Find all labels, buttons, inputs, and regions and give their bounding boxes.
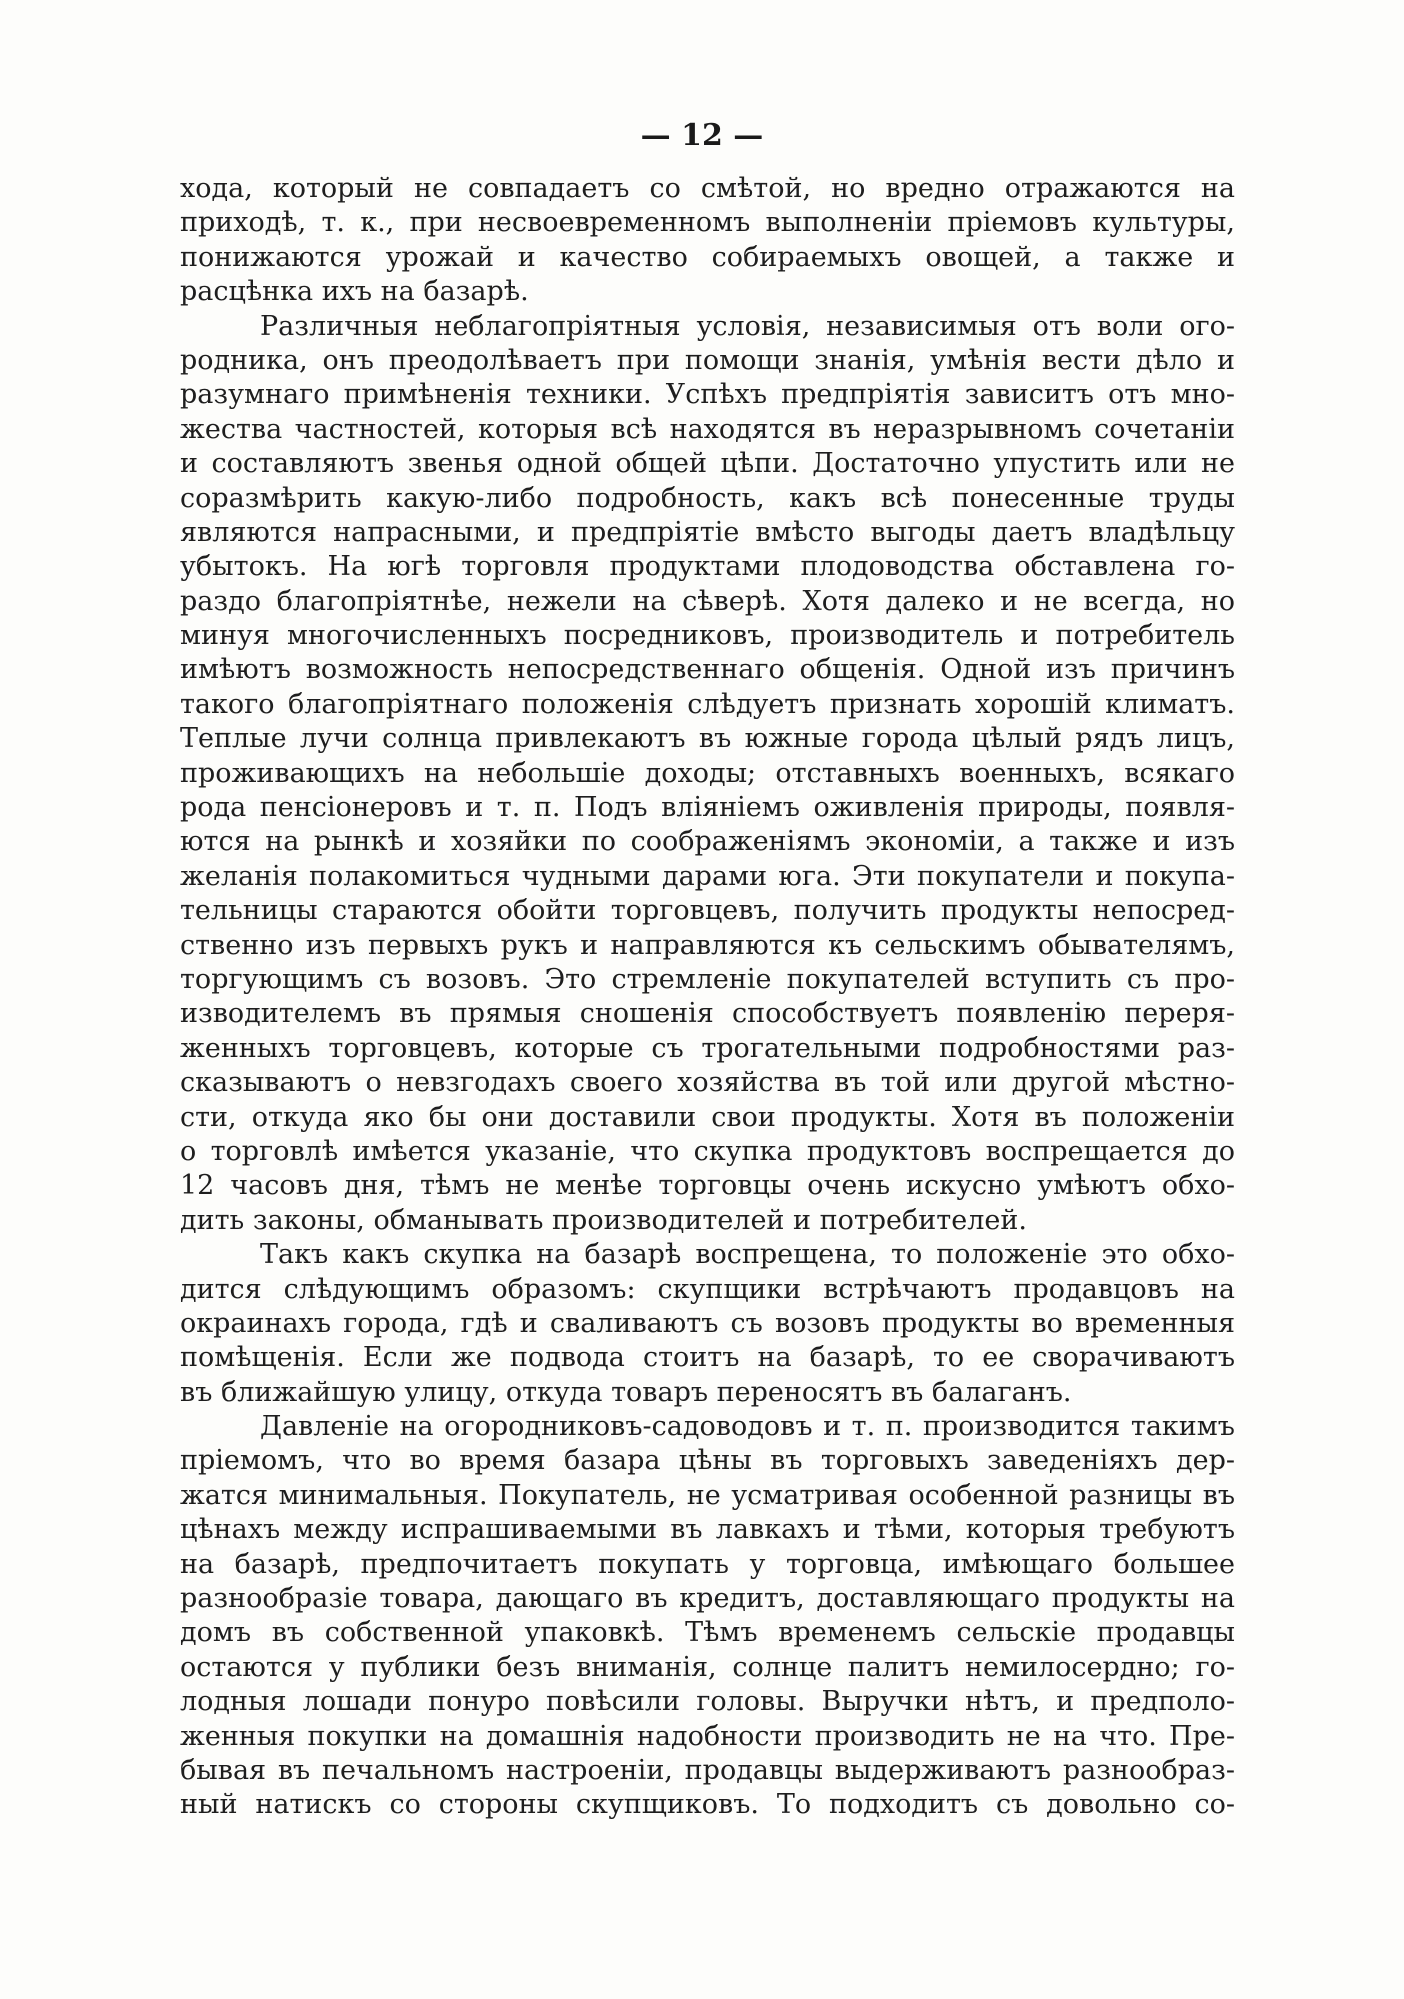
text-line: приходѣ, т. к., при несвоевременномъ выполненіи пріемовъ культуры, [180, 207, 1235, 239]
text-line: рода пенсіонеровъ и т. п. Подъ вліяніемъ оживленія природы, появля- [180, 792, 1235, 824]
text-line: тельницы стараются обойти торговцевъ, получить продукты непосред- [180, 895, 1235, 927]
text-line: раздо благопріятнѣе, нежели на сѣверѣ. Хотя далеко и не всегда, но [180, 585, 1235, 617]
text-line: на базарѣ, предпочитаетъ покупать у торговца, имѣющаго большее [180, 1548, 1235, 1580]
text-line: и составляютъ звенья одной общей цѣпи. Достаточно упустить или не [180, 448, 1235, 480]
text-line: разумнаго примѣненія техники. Успѣхъ предпріятія зависитъ отъ мно- [180, 379, 1235, 411]
text-line: дится слѣдующимъ образомъ: скупщики встрѣчаютъ продавцовъ на [180, 1273, 1235, 1305]
text-line: изводителемъ въ прямыя сношенія способствуетъ появленію переря- [180, 998, 1235, 1030]
text-line: Различныя неблагопріятныя условія, независимыя отъ воли ого- [260, 310, 1235, 342]
text-line: желанія полакомиться чудными дарами юга. Эти покупатели и покупа- [180, 860, 1235, 892]
text-line: остаются у публики безъ вниманія, солнце палитъ немилосердно; го- [180, 1651, 1235, 1683]
text-line: минуя многочисленныхъ посредниковъ, производитель и потребитель [180, 620, 1235, 652]
text-line: являются напрасными, и предпріятіе вмѣсто выгоды даетъ владѣльцу [180, 516, 1235, 548]
text-line: женныхъ торговцевъ, которые съ трогательными подробностями раз- [180, 1032, 1235, 1064]
text-line: бывая въ печальномъ настроеніи, продавцы выдерживаютъ разнообраз- [180, 1754, 1235, 1786]
text-line: женныя покупки на домашнія надобности производить не на что. Пре- [180, 1720, 1235, 1752]
text-line: Давленіе на огородниковъ-садоводовъ и т. п. производится такимъ [260, 1411, 1235, 1443]
body-text [180, 172, 1235, 1823]
text-line: о торговлѣ имѣется указаніе, что скупка продуктовъ воспрещается до [180, 1135, 1235, 1167]
text-line: домъ въ собственной упаковкѣ. Тѣмъ временемъ сельскіе продавцы [180, 1617, 1235, 1649]
text-line: соразмѣрить какую-либо подробность, какъ всѣ понесенные труды [180, 482, 1235, 514]
text-line: проживающихъ на небольшіе доходы; отставныхъ военныхъ, всякаго [180, 757, 1235, 789]
text-line: имѣютъ возможность непосредственнаго общенія. Одной изъ причинъ [180, 654, 1235, 686]
text-line: въ ближайшую улицу, откуда товаръ переносятъ въ балаганъ. [180, 1376, 1072, 1408]
text-line: цѣнахъ между испрашиваемыми въ лавкахъ и тѣми, которыя требуютъ [180, 1514, 1235, 1546]
text-line: расцѣнка ихъ на базарѣ. [180, 276, 529, 308]
text-line: жества частностей, которыя всѣ находятся въ неразрывномъ сочетаніи [180, 413, 1235, 445]
text-line: лодныя лошади понуро повѣсили головы. Выручки нѣтъ, и предполо- [180, 1686, 1235, 1718]
text-line: сти, откуда яко бы они доставили свои продукты. Хотя въ положеніи [180, 1101, 1235, 1133]
text-line: сказываютъ о невзгодахъ своего хозяйства въ той или другой мѣстно- [180, 1067, 1235, 1099]
text-line: дить законы, обманывать производителей и потребителей. [180, 1204, 1027, 1236]
text-line: убытокъ. На югѣ торговля продуктами плодоводства обставлена го- [180, 551, 1235, 583]
page-number: — 12 — [640, 118, 764, 153]
text-line: хода, который не совпадаетъ со смѣтой, но вредно отражаются на [180, 173, 1235, 204]
text-line: родника, онъ преодолѣваетъ при помощи знанія, умѣнія вести дѣло и [180, 344, 1235, 376]
text-line: пріемомъ, что во время базара цѣны въ торговыхъ заведеніяхъ дер- [180, 1445, 1235, 1477]
text-line: окраинахъ города, гдѣ и сваливаютъ съ возовъ продукты во временныя [180, 1307, 1235, 1339]
text-line: Такъ какъ скупка на базарѣ воспрещена, то положеніе это обхо- [260, 1239, 1235, 1271]
text-line: ственно изъ первыхъ рукъ и направляются къ сельскимъ обывателямъ, [180, 929, 1235, 961]
text-line: разнообразіе товара, дающаго въ кредитъ, доставляющаго продукты на [180, 1583, 1235, 1615]
text-line: 12 часовъ дня, тѣмъ не менѣе торговцы очень искусно умѣютъ обхо- [180, 1170, 1235, 1202]
text-line: торгующимъ съ возовъ. Это стремленіе покупателей вступить съ про- [180, 963, 1235, 995]
text-line: ный натискъ со стороны скупщиковъ. То подходитъ съ довольно со- [180, 1789, 1235, 1821]
text-line: такого благопріятнаго положенія слѣдуетъ признать хорошій климатъ. [180, 688, 1235, 720]
text-line: помѣщенія. Если же подвода стоитъ на базарѣ, то ее сворачиваютъ [180, 1342, 1235, 1374]
text-line: ются на рынкѣ и хозяйки по соображеніямъ экономіи, а также и изъ [180, 826, 1235, 858]
text-line: понижаются урожай и качество собираемыхъ овощей, а также и [180, 241, 1235, 273]
text-line: Теплые лучи солнца привлекаютъ въ южные города цѣлый рядъ лицъ, [180, 723, 1235, 755]
text-line: жатся минимальныя. Покупатель, не усматривая особенной разницы въ [180, 1479, 1235, 1511]
